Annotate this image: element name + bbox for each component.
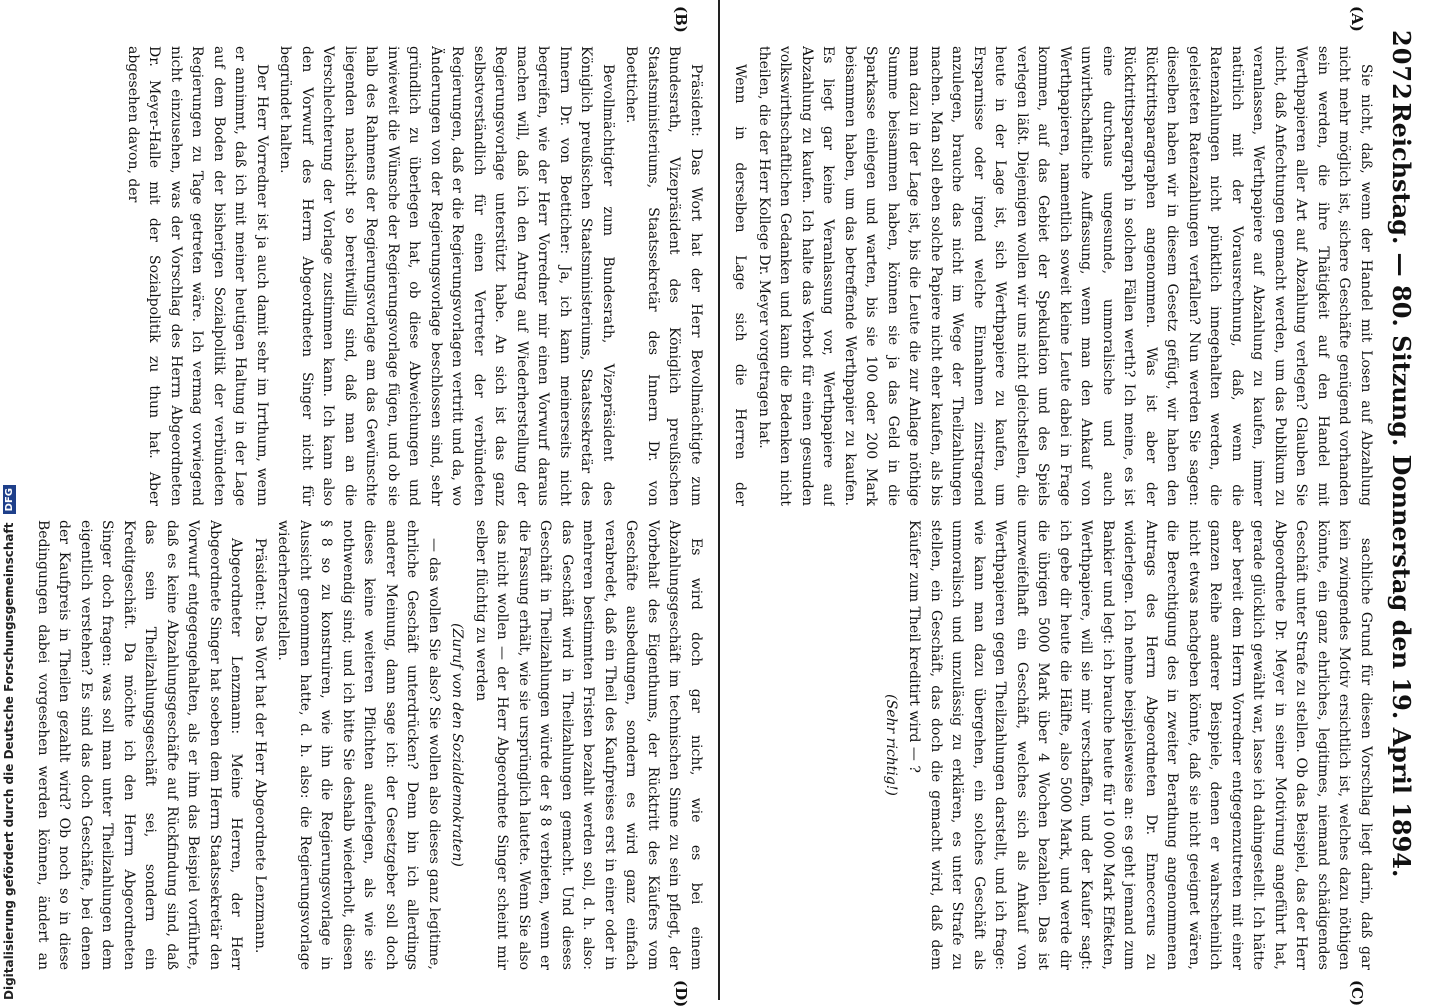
paragraph: Abgeordneter Lenzmann: Meine Herren, der Herr Abgeordnete Singer hat soeben dem Herrn Staatssekretär den Vorwurf entgegengehalten, als er ihm das Beispiel vorführte, daß es keine Abzahlungsgeschäfte auf Rückfindung sind, daß das sein Theilzahlungsgeschäft sei, sondern ein Kreditgeschäft. Da möchte ich den Herrn Abgeordneten Singer doch fragen: was soll man unter Theilzahlungen dem eigentlich verstehen? Es sind das doch Geschäfte, bei denen der Kaufpreis in Theilen gezahlt wird? Ob noch so in diese Bedingungen dabei vorgesehen werden können, ändert an xyxy=(35,520,245,970)
paragraph: Präsident: Das Wort hat der Herr Abgeordnete Lenzmann. xyxy=(252,538,268,954)
column-bottom-right xyxy=(32,520,706,970)
footer-text: Digitalisierung gefördert durch die Deutsche Forschungsgemeinschaft xyxy=(2,522,16,1000)
footer-credit xyxy=(2,0,28,1000)
paragraph: Es wird doch gar nicht, wie es bei einem Abzahlungsgeschäft im technischen Sinne zu sein pflegt, der Vorbehalt des Eigenthums, der Rücktritt des Käufers vom Geschäfte ausbedungen, sondern es wird ganz einfach verabredet, daß ein Theil des Kaufpreises erst in einer oder in mehreren bestimmten Fristen bezahlt werden soll, d. h. also: das Geschäft wird in Theilzahlungen gemacht. Und dieses Geschäft in Theilzahlungen würde der § 8 verbieten, wenn er die Fassung erhält, wie sie ursprünglich lautete. Wenn Sie also das nicht wollen — der Herr Abgeordnete Singer scheint mir selber flüchtig zu werden xyxy=(473,520,704,970)
paragraph: Präsident: Das Wort hat der Herr Bevollmächtigte zum Bundesrath, Vizepräsident des Königlich preußischen Staatsministeriums, Staatssekretär des Innern Dr. von Boetticher. xyxy=(623,46,704,506)
digitization-footer xyxy=(0,0,26,1000)
paragraph: sachliche Grund für diesen Vorschlag liegt darin, daß gar kein zwingendes Motiv ersichtlich ist, welches dazu nöthigen könnte, ein ganz ehrliches, legitimes, niemand schädigendes Geschäft unter Strafe zu stellen. Ob das Beispiel, das der Herr Abgeordnete Dr. Meyer in seiner Motivirung angeführt hat, gerade glücklich gewählt war, lasse ich dahingestellt. Ich hätte aber bereit dem Herrn Vorredner entgegenzutreten mit einer ganzen Reihe anderer Beispiele, denen er wahrscheinlich nicht etwas nachgeben könnte, daß sie nicht geeignet wären, die Berechtigung des in zweiter Berathung angenommenen Antrags des Herrn Abgeordneten Dr. Enneccerus zu widerlegen. Ich nehme beispielsweise an: es geht jemand zum Bankier und legt: ich brauche heute für 10 000 Mark Effekten, Werthpapiere, will sie mir verschaffen, und der Kaufer sagt: ich gebe dir heute die Hälfte, also 5000 Mark, und werde dir die übrigen 5000 Mark über 4 Wochen bezahlen. Das ist unzweifelhaft ein Geschäft, welches sich als Ankauf von Werthpapieren gegen Theilzahlungen darstellt, und ich frage: wie kann man dazu übergehen, ein solches Geschäft als unmoralisch und unzulässig zu erklären, es unter Strafe zu stellen, ein Geschäft, das doch die gemacht wird, daß dem Käufer zum Theil kreditirt wird — ? xyxy=(906,520,1374,970)
paragraph: Bevollmächtigter zum Bundesrath, Vizepräsident des Königlich preußischen Staatsministeriums, Staatssekretär des Innern Dr. von Boetticher: Ja, ich kann meinerseits nicht begreifen, wie der Herr Vorredner mir einen Vorwurf daraus machen will, daß ich den Antrag auf Wiederherstellung der Regierungsvorlage unterstützt habe. An sich ist das ganz selbstverständlich für einen Vertreter der verbündeten Regierungen, daß er die Regierungsvorlagen vertritt und da, wo Änderungen von der Regierungsvorlage beschlossen sind, sehr gründlich zu überlegen hat, ob diese Abweichungen und inwieweit die Wünsche der Regierungsvorlage fügen, und ob sie halb des Rahmens der Regierungsvorlage am das Gewünschte liegenden nachsicht so bereitwillig sind, daß man an die Verschlechterung der Vorlage zustimmen kann. Ich kann also den Vorwurf des Herrn Abgeordneten Singer nicht für begründet halten. xyxy=(277,46,616,506)
interjection: (Zuruf von den Sozialdemokraten) xyxy=(449,623,466,867)
page-title: Reichstag. — 80. Sitzung. Donnerstag den 19. April 1894. xyxy=(1387,102,1416,878)
page-header xyxy=(1382,0,1422,1000)
paragraph: Sie nicht, daß, wenn der Handel mit Losen auf Abzahlung nicht mehr möglich ist, sichere Geschäfte genügend vorhanden sein werden, die ihre Thätigkeit auf den Handel mit Werthpapieren aller Art auf Abzahlung verlegen? Glauben Sie nicht, daß Anfechtungen gemacht werden, um das Publikum zu veranlassen, Werthpapiere auf Abzahlung zu kaufen, immer natürlich mit der Vorausrechnung, daß, wenn die Ratenzahlungen nicht pünktlich innegehalten werden, die geleisteten Ratenzahlungen verfallen? Nun werden Sie sagen: dieselben haben wir in diesem Gesetz gefügt, wir haben den Rücktrittsparagraphen angenommen. Was ist aber der Rücktrittsparagraph in solchen Fällen werth? Ich meine, es ist eine durchaus ungesunde, unmoralische und auch unwirthschaftliche Auffassung, wenn man den Ankauf von Werthpapieren, namentlich soweit kleine Leute dabei in Frage kommen, auf das Gebiet der Spekulation und des Spiels verlegen läßt. Diejenigen wollen wir uns nicht gleichstellen, die heute in der Lage ist, sich Werthpapiere zu kaufen, um Ersparnisse oder irgend welche Einnahmen zinstragend anzulegen, brauche das nicht im Wege der Theilzahlungen machen. Man soll eben solche Papiere nicht eher kaufen, als bis man dazu in der Lage ist, bis die Leute die zur Anlage nöthige Summe beisammen haben, können sie ja das Geld in die Sparkasse einlegen und warten, bis sie 100 oder 200 Mark beisammen haben, um das betreffende Werthpapier zu kaufen. Es liegt gar keine Veranlassung vor, Werthpapiere auf Abzahlung zu kaufen. Ich halte das Verbot für einen gesunden volkswirthschaftlichen Gedanken und kann die Bedenken nicht theilen, die der Herr Kollege Dr. Meyer vorgetragen hat. xyxy=(756,46,1374,506)
margin-mark-a: (A) xyxy=(1348,6,1366,32)
column-top-right xyxy=(731,520,1376,970)
page-number: 2072 xyxy=(1387,30,1416,101)
paragraph: — das wollen Sie also? Sie wollen also dieses ganz legitime, ehrliche Geschäft unterdrücken? Denn bin ich allerdings anderer Meinung, dann sage ich: der Gesetzgeber soll doch dieses keine weiteren Pflichten auferlegen, als wie sie nothwendig sind; und ich bitte Sie deshalb wiederholt, diesen § 8 so zu konstruiren, wie ihn die Regierungsvorlage in Aussicht genommen hatte, d. h. also: die Regierungsvorlage wiederherzustellen. xyxy=(275,520,442,970)
column-bottom-left xyxy=(32,46,706,506)
horizontal-divider xyxy=(718,0,720,1000)
column-top-left xyxy=(731,46,1376,506)
dfg-logo: DFG xyxy=(3,485,16,514)
margin-mark-c: (C) xyxy=(1348,980,1366,1007)
margin-mark-b: (B) xyxy=(672,6,690,33)
interjection: (Sehr richtig!) xyxy=(883,694,899,796)
margin-mark-d: (D) xyxy=(672,980,690,1007)
paragraph: Der Herr Vorredner ist ja auch damit sehr im Irrthum, wenn er annimmt, daß ich mit meiner heutigen Haltung in der Lage auf dem Boden der bisherigen Sozialpolitik der verbündeten Regierungen zu Tage getreten wäre. Ich vermag vorwiegend nicht einzusehen, was der Vorschlag des Herrn Abgeordneten Dr. Meyer-Halle mit der Sozialpolitik zu thun hat. Aber abgesehen davon, der xyxy=(125,46,270,506)
paragraph: Wenn in derselben Lage sich die Herren der xyxy=(732,64,749,506)
rotated-newspaper-page xyxy=(22,0,1432,1007)
